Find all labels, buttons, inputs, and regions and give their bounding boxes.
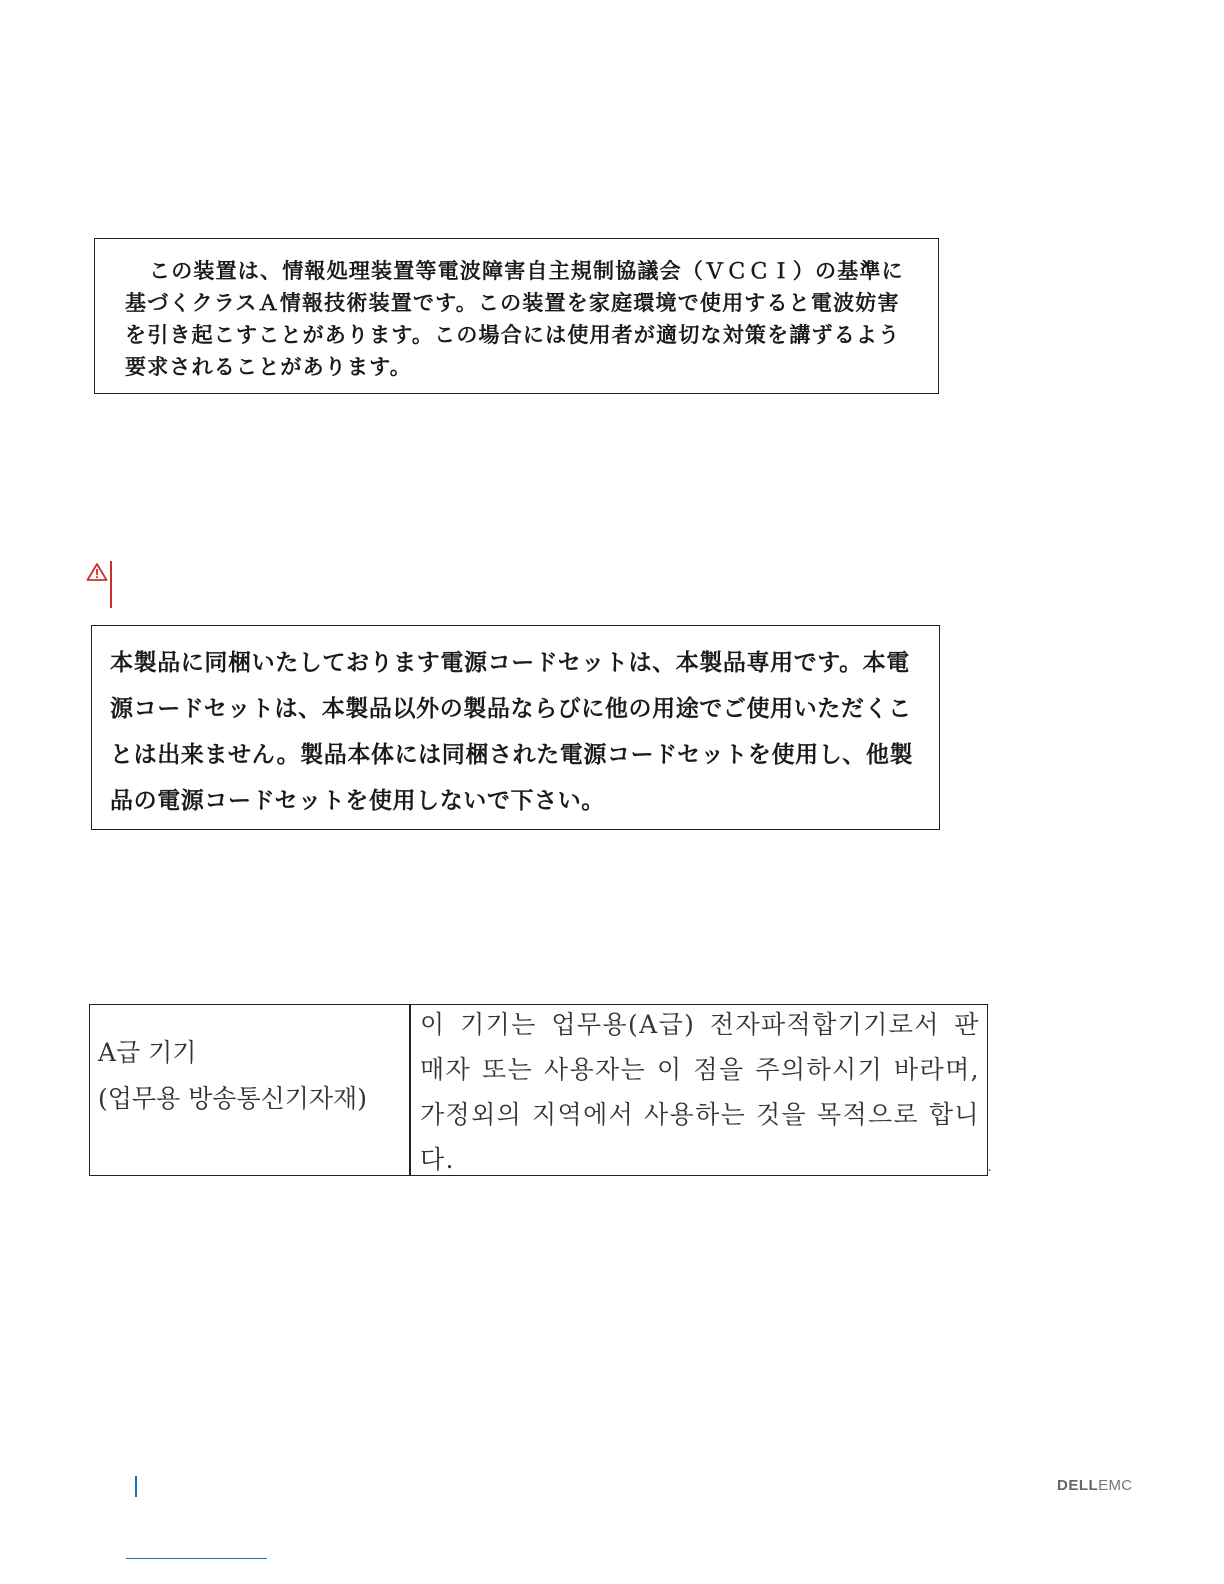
vcci-notice-box xyxy=(94,238,939,394)
korean-class-label: A급 기기 xyxy=(98,1038,197,1067)
footer-page-bar xyxy=(135,1476,137,1497)
dell-emc-logo xyxy=(1057,1477,1132,1494)
footer-underline xyxy=(126,1558,267,1559)
table-trailing-mark: . xyxy=(988,1160,992,1174)
korean-description-cell: 이 기기는 업무용(A급) 전자파적합기기로서 판매자 또는 사용자는 이 점을 주의하시기 바라며, 가정외의 지역에서 사용하는 것을 목적으로 합니다. xyxy=(420,1010,980,1174)
power-cord-notice-box xyxy=(91,625,940,830)
logo-emc-text: EMC xyxy=(1098,1477,1133,1494)
korean-class-sub: (업무용 방송통신기자재) xyxy=(98,1084,367,1113)
caution-bar xyxy=(110,561,112,608)
logo-dell-text: DELL xyxy=(1057,1477,1099,1494)
table-divider xyxy=(409,1004,411,1176)
power-cord-notice-text: 本製品に同梱いたしております電源コードセットは、本製品専用です。本電源コードセットは、本製品以外の製品ならびに他の用途でご使用いただくことは出来ません。製品本体には同梱された電源コードセットを使用し、他製品の電源コードセットを使用しないで下さい。 xyxy=(110,650,914,814)
vcci-notice-text: この装置は、情報処理装置等電波障害自主規制協議会（ＶＣＣＩ）の基準に基づくクラスＡ情報技術装置です。この装置を家庭環境で使用すると電波妨害を引き起こすことがあります。この場合には使用者が適切な対策を講ずるよう要求されることがあります。 xyxy=(125,259,904,379)
warning-triangle-icon xyxy=(86,562,108,582)
korean-class-cell xyxy=(98,1030,398,1122)
